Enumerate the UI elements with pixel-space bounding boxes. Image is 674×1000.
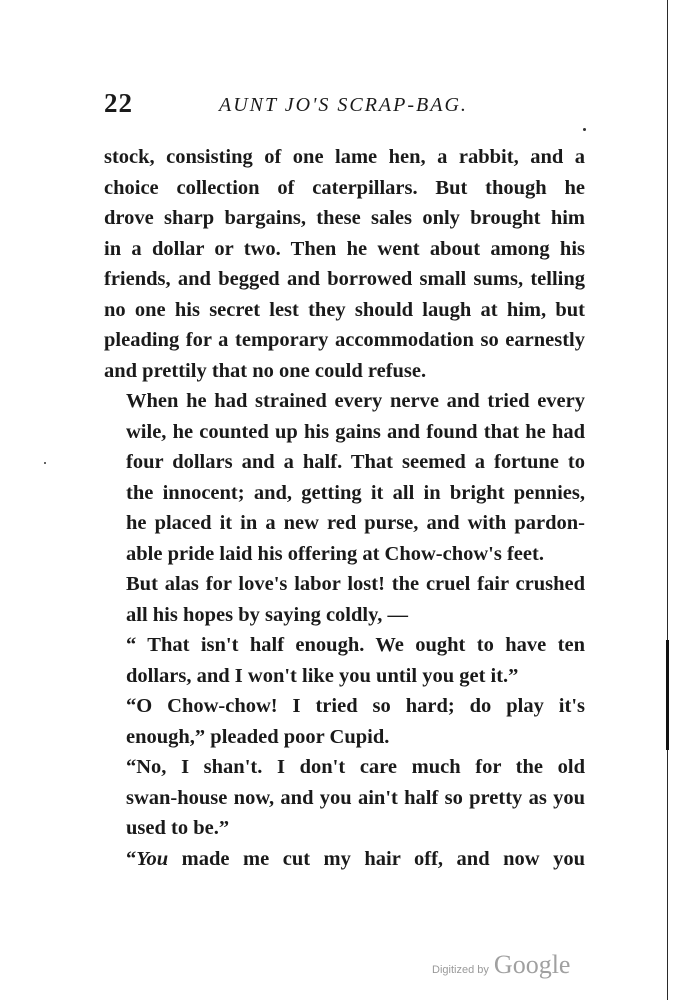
paragraph xyxy=(104,691,585,752)
text-line: choice collection of caterpillars. But though he xyxy=(104,176,585,199)
italic-word: You xyxy=(136,847,169,870)
body-text xyxy=(104,142,585,874)
page-header xyxy=(104,88,594,124)
text-line: four dollars and a half. That seemed a fortune to xyxy=(126,451,585,473)
text-line: in a dollar or two. Then he went about among his xyxy=(104,237,585,260)
text-line: But alas for love's labor lost! the cruel fair crushed xyxy=(126,573,585,595)
paragraph xyxy=(104,142,585,386)
text-line: he placed it in a new red purse, and with pardon- xyxy=(126,512,585,534)
text-line: “No, I shan't. I don't care much for the old xyxy=(126,756,585,778)
watermark-prefix: Digitized by xyxy=(432,964,489,976)
paragraph-final xyxy=(104,844,585,875)
text-line: the innocent; and, getting it all in bright pennies, xyxy=(126,481,585,504)
text-line: stock, consisting of one lame hen, a rabbit, and a xyxy=(104,146,585,168)
text-line: “ That isn't half enough. We ought to have ten xyxy=(126,634,585,656)
running-title: AUNT JO'S SCRAP-BAG. xyxy=(219,94,468,116)
paragraph xyxy=(104,386,585,569)
paragraph-list xyxy=(104,142,585,844)
text-line: no one his secret lest they should laugh at him, but xyxy=(104,298,585,321)
text-line: pleading for a temporary accommodation so earnestly xyxy=(104,329,585,351)
text-line: friends, and begged and borrowed small sums, telling xyxy=(104,268,585,290)
page-edge-mark xyxy=(666,640,669,750)
google-logo: Google xyxy=(493,950,571,979)
text-line: all his hopes by saying coldly, — xyxy=(126,603,408,626)
digitized-watermark xyxy=(432,950,570,980)
paragraph xyxy=(104,630,585,691)
print-speck xyxy=(44,462,46,464)
text-line xyxy=(126,844,585,875)
page-number: 22 xyxy=(104,88,133,118)
open-quote: “ xyxy=(126,847,137,870)
paragraph xyxy=(104,569,585,630)
text-line: and prettily that no one could refuse. xyxy=(104,359,427,382)
text-line: used to be.” xyxy=(126,817,230,839)
text-line: “O Chow-chow! I tried so hard; do play it's xyxy=(126,695,585,717)
text-line: When he had strained every nerve and tried every xyxy=(126,390,585,412)
text-line: dollars, and I won't like you until you get it.” xyxy=(126,664,519,687)
text-line: drove sharp bargains, these sales only brought him xyxy=(104,207,585,229)
text-line: able pride laid his offering at Chow-chow's feet. xyxy=(126,542,544,565)
text-line: wile, he counted up his gains and found that he had xyxy=(126,420,585,443)
paragraph xyxy=(104,752,585,844)
text-line: swan-house now, and you ain't half so pretty as you xyxy=(126,786,585,809)
page-edge-line xyxy=(667,0,668,1000)
line-rest: made me cut my hair off, and now you xyxy=(168,847,585,870)
print-speck xyxy=(583,128,586,131)
text-line: enough,” pleaded poor Cupid. xyxy=(126,725,390,748)
